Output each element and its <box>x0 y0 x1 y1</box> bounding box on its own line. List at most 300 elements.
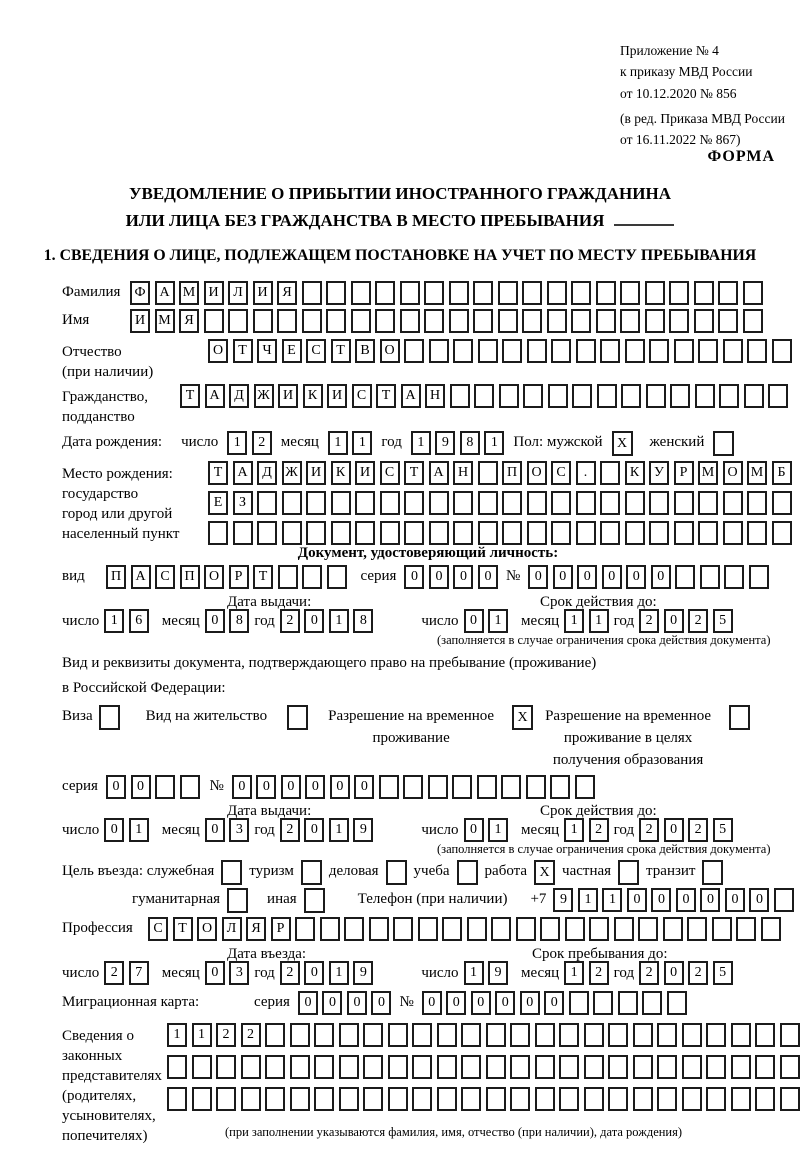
form-cell[interactable] <box>314 1055 334 1079</box>
form-cell[interactable]: 0 <box>495 991 515 1015</box>
form-cell[interactable]: 0 <box>305 775 325 799</box>
form-cell[interactable] <box>363 1055 383 1079</box>
form-cell[interactable]: Р <box>674 461 694 485</box>
form-cell[interactable] <box>522 281 542 305</box>
form-cell[interactable]: О <box>208 339 228 363</box>
form-cell[interactable] <box>167 1087 187 1111</box>
form-cell[interactable] <box>388 1023 408 1047</box>
form-cell[interactable] <box>633 1023 653 1047</box>
form-cell[interactable] <box>277 309 297 333</box>
form-cell[interactable] <box>278 565 298 589</box>
form-cell[interactable]: 1 <box>589 609 609 633</box>
form-cell[interactable] <box>774 888 794 912</box>
purpose-private-checkbox[interactable] <box>618 860 639 885</box>
form-cell[interactable] <box>442 917 462 941</box>
form-cell[interactable]: О <box>527 461 547 485</box>
form-cell[interactable] <box>535 1087 555 1111</box>
form-cell[interactable] <box>208 521 228 545</box>
form-cell[interactable] <box>633 1087 653 1111</box>
form-cell[interactable]: 9 <box>488 961 508 985</box>
form-cell[interactable] <box>380 491 400 515</box>
form-cell[interactable] <box>706 1087 726 1111</box>
form-cell[interactable]: М <box>747 461 767 485</box>
form-cell[interactable] <box>608 1023 628 1047</box>
form-cell[interactable] <box>780 1055 800 1079</box>
form-cell[interactable] <box>706 1055 726 1079</box>
form-cell[interactable] <box>331 521 351 545</box>
form-cell[interactable] <box>576 491 596 515</box>
form-cell[interactable]: 5 <box>713 818 733 842</box>
form-cell[interactable]: И <box>327 384 347 408</box>
form-cell[interactable]: 0 <box>322 991 342 1015</box>
form-cell[interactable]: 1 <box>329 961 349 985</box>
form-cell[interactable] <box>314 1087 334 1111</box>
form-cell[interactable]: С <box>148 917 168 941</box>
form-cell[interactable]: 6 <box>129 609 149 633</box>
form-cell[interactable] <box>682 1087 702 1111</box>
form-cell[interactable] <box>400 309 420 333</box>
form-cell[interactable]: 2 <box>589 818 609 842</box>
form-cell[interactable] <box>404 521 424 545</box>
form-cell[interactable]: 1 <box>352 431 372 455</box>
form-cell[interactable]: И <box>306 461 326 485</box>
form-cell[interactable] <box>295 917 315 941</box>
form-cell[interactable] <box>429 491 449 515</box>
form-cell[interactable]: Н <box>453 461 473 485</box>
form-cell[interactable]: У <box>649 461 669 485</box>
form-cell[interactable]: 1 <box>464 961 484 985</box>
form-cell[interactable]: О <box>197 917 217 941</box>
form-cell[interactable] <box>369 917 389 941</box>
form-cell[interactable]: 2 <box>688 818 708 842</box>
form-cell[interactable] <box>569 991 589 1015</box>
form-cell[interactable]: 0 <box>205 609 225 633</box>
form-cell[interactable] <box>747 521 767 545</box>
form-cell[interactable]: 0 <box>544 991 564 1015</box>
form-cell[interactable] <box>649 339 669 363</box>
form-cell[interactable] <box>559 1087 579 1111</box>
form-cell[interactable]: 3 <box>229 961 249 985</box>
form-cell[interactable] <box>265 1023 285 1047</box>
form-cell[interactable] <box>669 309 689 333</box>
form-cell[interactable]: М <box>698 461 718 485</box>
form-cell[interactable] <box>780 1087 800 1111</box>
form-cell[interactable]: 8 <box>229 609 249 633</box>
form-cell[interactable]: 2 <box>216 1023 236 1047</box>
form-cell[interactable] <box>498 281 518 305</box>
form-cell[interactable] <box>498 309 518 333</box>
form-cell[interactable] <box>698 491 718 515</box>
form-cell[interactable]: 0 <box>298 991 318 1015</box>
form-cell[interactable] <box>393 917 413 941</box>
form-cell[interactable]: 1 <box>104 609 124 633</box>
form-cell[interactable]: С <box>352 384 372 408</box>
form-cell[interactable] <box>755 1087 775 1111</box>
form-cell[interactable]: 0 <box>627 888 647 912</box>
form-cell[interactable]: 0 <box>553 565 573 589</box>
form-cell[interactable] <box>290 1087 310 1111</box>
form-cell[interactable]: 2 <box>104 961 124 985</box>
form-cell[interactable]: С <box>155 565 175 589</box>
form-cell[interactable]: И <box>130 309 150 333</box>
form-cell[interactable]: 0 <box>404 565 424 589</box>
form-cell[interactable]: Ж <box>254 384 274 408</box>
form-cell[interactable] <box>241 1055 261 1079</box>
form-cell[interactable] <box>670 384 690 408</box>
form-cell[interactable]: 9 <box>435 431 455 455</box>
form-cell[interactable] <box>302 281 322 305</box>
form-cell[interactable]: И <box>204 281 224 305</box>
form-cell[interactable] <box>320 917 340 941</box>
form-cell[interactable] <box>326 281 346 305</box>
form-cell[interactable]: С <box>551 461 571 485</box>
form-cell[interactable] <box>523 384 543 408</box>
form-cell[interactable]: 0 <box>304 609 324 633</box>
form-cell[interactable] <box>363 1023 383 1047</box>
form-cell[interactable] <box>772 491 792 515</box>
form-cell[interactable] <box>327 565 347 589</box>
form-cell[interactable]: Т <box>180 384 200 408</box>
form-cell[interactable]: 0 <box>664 961 684 985</box>
form-cell[interactable] <box>743 281 763 305</box>
form-cell[interactable]: 0 <box>520 991 540 1015</box>
form-cell[interactable]: А <box>155 281 175 305</box>
form-cell[interactable] <box>682 1023 702 1047</box>
form-cell[interactable] <box>723 491 743 515</box>
form-cell[interactable]: Ж <box>282 461 302 485</box>
form-cell[interactable]: 2 <box>639 961 659 985</box>
form-cell[interactable] <box>339 1023 359 1047</box>
form-cell[interactable] <box>510 1087 530 1111</box>
form-cell[interactable] <box>282 521 302 545</box>
form-cell[interactable] <box>302 309 322 333</box>
form-cell[interactable] <box>535 1023 555 1047</box>
form-cell[interactable] <box>453 521 473 545</box>
form-cell[interactable] <box>351 309 371 333</box>
form-cell[interactable] <box>314 1023 334 1047</box>
form-cell[interactable]: . <box>576 461 596 485</box>
form-cell[interactable]: 7 <box>129 961 149 985</box>
form-cell[interactable] <box>620 309 640 333</box>
form-cell[interactable] <box>768 384 788 408</box>
form-cell[interactable]: И <box>253 281 273 305</box>
form-cell[interactable] <box>571 309 591 333</box>
form-cell[interactable]: Т <box>253 565 273 589</box>
form-cell[interactable]: 1 <box>564 609 584 633</box>
form-cell[interactable]: П <box>180 565 200 589</box>
form-cell[interactable] <box>351 281 371 305</box>
form-cell[interactable] <box>437 1023 457 1047</box>
form-cell[interactable]: Т <box>233 339 253 363</box>
form-cell[interactable]: 0 <box>577 565 597 589</box>
form-cell[interactable] <box>502 521 522 545</box>
form-cell[interactable]: П <box>502 461 522 485</box>
form-cell[interactable] <box>600 461 620 485</box>
form-cell[interactable] <box>657 1087 677 1111</box>
form-cell[interactable] <box>510 1023 530 1047</box>
form-cell[interactable]: Н <box>425 384 445 408</box>
form-cell[interactable] <box>712 917 732 941</box>
form-cell[interactable] <box>755 1055 775 1079</box>
form-cell[interactable]: К <box>625 461 645 485</box>
form-cell[interactable] <box>192 1055 212 1079</box>
form-cell[interactable] <box>638 917 658 941</box>
form-cell[interactable]: 8 <box>460 431 480 455</box>
form-cell[interactable] <box>645 309 665 333</box>
form-cell[interactable] <box>572 384 592 408</box>
form-cell[interactable] <box>551 339 571 363</box>
form-cell[interactable]: 1 <box>329 818 349 842</box>
form-cell[interactable]: 9 <box>553 888 573 912</box>
form-cell[interactable] <box>478 461 498 485</box>
form-cell[interactable] <box>486 1055 506 1079</box>
form-cell[interactable]: 1 <box>328 431 348 455</box>
purpose-other-checkbox[interactable] <box>304 888 325 913</box>
form-cell[interactable] <box>355 491 375 515</box>
form-cell[interactable]: 0 <box>664 818 684 842</box>
form-cell[interactable] <box>467 917 487 941</box>
form-cell[interactable]: Т <box>173 917 193 941</box>
form-cell[interactable] <box>216 1055 236 1079</box>
form-cell[interactable] <box>749 565 769 589</box>
form-cell[interactable] <box>772 339 792 363</box>
form-cell[interactable] <box>698 339 718 363</box>
form-cell[interactable] <box>694 281 714 305</box>
form-cell[interactable] <box>344 917 364 941</box>
form-cell[interactable]: В <box>355 339 375 363</box>
form-cell[interactable]: 0 <box>205 818 225 842</box>
purpose-study-checkbox[interactable] <box>457 860 478 885</box>
form-cell[interactable] <box>723 521 743 545</box>
form-cell[interactable] <box>375 281 395 305</box>
form-cell[interactable] <box>723 339 743 363</box>
form-cell[interactable] <box>450 384 470 408</box>
male-checkbox[interactable]: X <box>612 431 633 456</box>
form-cell[interactable]: 2 <box>280 961 300 985</box>
form-cell[interactable]: 2 <box>589 961 609 985</box>
female-checkbox[interactable] <box>713 431 734 456</box>
form-cell[interactable]: Я <box>246 917 266 941</box>
form-cell[interactable] <box>551 491 571 515</box>
form-cell[interactable]: Е <box>208 491 228 515</box>
form-cell[interactable]: Я <box>277 281 297 305</box>
form-cell[interactable]: 1 <box>484 431 504 455</box>
form-cell[interactable] <box>674 521 694 545</box>
purpose-tourism-checkbox[interactable] <box>301 860 322 885</box>
form-cell[interactable] <box>718 281 738 305</box>
form-cell[interactable] <box>657 1023 677 1047</box>
form-cell[interactable]: З <box>233 491 253 515</box>
form-cell[interactable] <box>576 339 596 363</box>
form-cell[interactable] <box>674 491 694 515</box>
form-cell[interactable] <box>192 1087 212 1111</box>
form-cell[interactable]: А <box>233 461 253 485</box>
form-cell[interactable] <box>576 521 596 545</box>
form-cell[interactable] <box>424 309 444 333</box>
form-cell[interactable] <box>700 565 720 589</box>
form-cell[interactable] <box>306 491 326 515</box>
form-cell[interactable] <box>437 1087 457 1111</box>
form-cell[interactable] <box>290 1023 310 1047</box>
form-cell[interactable] <box>331 491 351 515</box>
form-cell[interactable] <box>355 521 375 545</box>
form-cell[interactable]: 1 <box>329 609 349 633</box>
form-cell[interactable] <box>761 917 781 941</box>
form-cell[interactable] <box>657 1055 677 1079</box>
form-cell[interactable]: 1 <box>411 431 431 455</box>
form-cell[interactable] <box>437 1055 457 1079</box>
form-cell[interactable]: 0 <box>354 775 374 799</box>
form-cell[interactable]: М <box>179 281 199 305</box>
form-cell[interactable] <box>667 991 687 1015</box>
form-cell[interactable] <box>302 565 322 589</box>
form-cell[interactable] <box>339 1055 359 1079</box>
form-cell[interactable]: 0 <box>131 775 151 799</box>
form-cell[interactable]: 9 <box>353 961 373 985</box>
form-cell[interactable]: 5 <box>713 961 733 985</box>
form-cell[interactable] <box>565 917 585 941</box>
form-cell[interactable]: 3 <box>229 818 249 842</box>
form-cell[interactable] <box>461 1023 481 1047</box>
form-cell[interactable] <box>253 309 273 333</box>
form-cell[interactable] <box>645 281 665 305</box>
form-cell[interactable]: 0 <box>422 991 442 1015</box>
form-cell[interactable] <box>449 309 469 333</box>
form-cell[interactable] <box>510 1055 530 1079</box>
form-cell[interactable]: С <box>380 461 400 485</box>
form-cell[interactable] <box>535 1055 555 1079</box>
form-cell[interactable] <box>167 1055 187 1079</box>
form-cell[interactable] <box>575 775 595 799</box>
form-cell[interactable]: 0 <box>464 609 484 633</box>
form-cell[interactable] <box>614 917 634 941</box>
form-cell[interactable] <box>412 1055 432 1079</box>
form-cell[interactable]: А <box>205 384 225 408</box>
form-cell[interactable] <box>649 491 669 515</box>
form-cell[interactable]: 9 <box>353 818 373 842</box>
form-cell[interactable] <box>453 339 473 363</box>
form-cell[interactable]: 2 <box>639 609 659 633</box>
form-cell[interactable]: К <box>331 461 351 485</box>
form-cell[interactable] <box>584 1055 604 1079</box>
form-cell[interactable]: 1 <box>488 609 508 633</box>
form-cell[interactable] <box>282 491 302 515</box>
form-cell[interactable] <box>547 281 567 305</box>
form-cell[interactable] <box>424 281 444 305</box>
form-cell[interactable] <box>547 309 567 333</box>
form-cell[interactable]: И <box>278 384 298 408</box>
form-cell[interactable] <box>633 1055 653 1079</box>
form-cell[interactable] <box>375 309 395 333</box>
form-cell[interactable]: А <box>429 461 449 485</box>
form-cell[interactable] <box>755 1023 775 1047</box>
form-cell[interactable]: 0 <box>304 961 324 985</box>
form-cell[interactable] <box>204 309 224 333</box>
form-cell[interactable] <box>551 521 571 545</box>
form-cell[interactable] <box>403 775 423 799</box>
form-cell[interactable] <box>473 309 493 333</box>
form-cell[interactable] <box>265 1055 285 1079</box>
form-cell[interactable]: 0 <box>347 991 367 1015</box>
form-cell[interactable]: 2 <box>280 818 300 842</box>
form-cell[interactable] <box>724 565 744 589</box>
form-cell[interactable]: О <box>204 565 224 589</box>
form-cell[interactable] <box>527 339 547 363</box>
form-cell[interactable] <box>608 1087 628 1111</box>
form-cell[interactable]: Д <box>257 461 277 485</box>
form-cell[interactable]: Ф <box>130 281 150 305</box>
form-cell[interactable] <box>694 309 714 333</box>
form-cell[interactable]: 0 <box>700 888 720 912</box>
form-cell[interactable]: Б <box>772 461 792 485</box>
form-cell[interactable] <box>527 491 547 515</box>
purpose-transit-checkbox[interactable] <box>702 860 723 885</box>
form-cell[interactable]: А <box>401 384 421 408</box>
form-cell[interactable] <box>326 309 346 333</box>
form-cell[interactable]: Л <box>222 917 242 941</box>
form-cell[interactable] <box>596 309 616 333</box>
form-cell[interactable]: 0 <box>304 818 324 842</box>
form-cell[interactable] <box>731 1055 751 1079</box>
form-cell[interactable]: Я <box>179 309 199 333</box>
form-cell[interactable] <box>706 1023 726 1047</box>
temp-permit-checkbox[interactable]: X <box>512 705 533 730</box>
form-cell[interactable]: 2 <box>639 818 659 842</box>
form-cell[interactable] <box>502 339 522 363</box>
form-cell[interactable] <box>404 339 424 363</box>
form-cell[interactable]: 0 <box>725 888 745 912</box>
form-cell[interactable] <box>290 1055 310 1079</box>
form-cell[interactable] <box>527 521 547 545</box>
form-cell[interactable] <box>228 309 248 333</box>
form-cell[interactable]: 0 <box>478 565 498 589</box>
form-cell[interactable]: Т <box>331 339 351 363</box>
form-cell[interactable] <box>461 1055 481 1079</box>
form-cell[interactable] <box>698 521 718 545</box>
form-cell[interactable] <box>743 309 763 333</box>
form-cell[interactable] <box>404 491 424 515</box>
form-cell[interactable] <box>180 775 200 799</box>
form-cell[interactable] <box>502 491 522 515</box>
form-cell[interactable]: 2 <box>241 1023 261 1047</box>
form-cell[interactable]: 0 <box>104 818 124 842</box>
form-cell[interactable] <box>780 1023 800 1047</box>
form-cell[interactable] <box>478 521 498 545</box>
form-cell[interactable]: 2 <box>280 609 300 633</box>
visa-checkbox[interactable] <box>99 705 120 730</box>
form-cell[interactable] <box>453 491 473 515</box>
form-cell[interactable]: 0 <box>232 775 252 799</box>
form-cell[interactable] <box>486 1023 506 1047</box>
form-cell[interactable] <box>596 281 616 305</box>
form-cell[interactable] <box>736 917 756 941</box>
form-cell[interactable]: 2 <box>688 609 708 633</box>
form-cell[interactable]: 0 <box>256 775 276 799</box>
form-cell[interactable] <box>418 917 438 941</box>
form-cell[interactable] <box>516 917 536 941</box>
form-cell[interactable] <box>621 384 641 408</box>
form-cell[interactable]: П <box>106 565 126 589</box>
form-cell[interactable] <box>584 1087 604 1111</box>
form-cell[interactable] <box>663 917 683 941</box>
form-cell[interactable]: М <box>155 309 175 333</box>
form-cell[interactable] <box>155 775 175 799</box>
form-cell[interactable] <box>669 281 689 305</box>
form-cell[interactable]: 1 <box>227 431 247 455</box>
temp-permit-edu-checkbox[interactable] <box>729 705 750 730</box>
form-cell[interactable] <box>429 339 449 363</box>
residence-permit-checkbox[interactable] <box>287 705 308 730</box>
